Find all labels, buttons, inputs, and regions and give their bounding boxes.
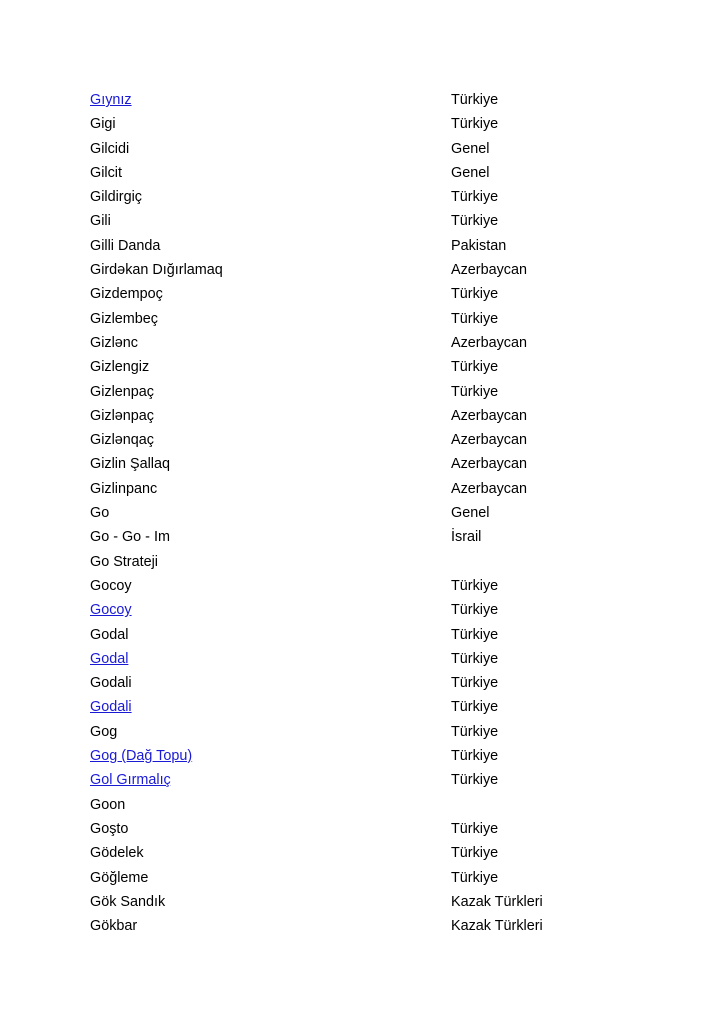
list-item <box>0 282 724 306</box>
game-region: Türkiye <box>451 577 499 594</box>
game-region: Türkiye <box>451 359 499 376</box>
game-name: Girdəkan Dığırlamaq <box>90 262 223 279</box>
game-region: Türkiye <box>451 748 499 765</box>
game-name: Gizlin Şallaq <box>90 456 170 473</box>
list-item <box>0 258 724 282</box>
game-region: Türkiye <box>451 189 499 206</box>
list-item <box>0 550 724 574</box>
game-region: İsrail <box>451 529 482 546</box>
game-region: Azerbaycan <box>451 480 527 497</box>
game-region: Kazak Türkleri <box>451 893 543 910</box>
game-name: Göğleme <box>90 869 149 886</box>
game-region: Azerbaycan <box>451 432 527 449</box>
list-item <box>0 112 724 136</box>
game-region: Türkiye <box>451 286 499 303</box>
list-item <box>0 477 724 501</box>
game-name: Gizlembeç <box>90 310 158 327</box>
list-item <box>0 768 724 792</box>
game-region: Türkiye <box>451 675 499 692</box>
game-name-link[interactable]: Gocoy <box>90 602 132 619</box>
list-item <box>0 137 724 161</box>
game-name: Gilcidi <box>90 140 130 157</box>
game-region: Azerbaycan <box>451 334 527 351</box>
list-item <box>0 817 724 841</box>
game-name-link[interactable]: Godal <box>90 650 129 667</box>
list-item <box>0 890 724 914</box>
list-item <box>0 647 724 671</box>
game-name: Gocoy <box>90 577 132 594</box>
list-item <box>0 185 724 209</box>
game-region: Türkiye <box>451 723 499 740</box>
game-name: Gizlənpaç <box>90 407 154 424</box>
game-name: Gökbar <box>90 918 138 935</box>
game-name: Goşto <box>90 820 129 837</box>
game-region: Türkiye <box>451 92 499 108</box>
game-region: Azerbaycan <box>451 407 527 424</box>
game-region: Genel <box>451 164 490 181</box>
list-item <box>0 695 724 719</box>
list-item <box>0 380 724 404</box>
list-item <box>0 793 724 817</box>
game-region: Türkiye <box>451 869 499 886</box>
list-item <box>0 404 724 428</box>
list-item <box>0 720 724 744</box>
list-item <box>0 525 724 549</box>
game-list <box>0 88 724 938</box>
list-item <box>0 355 724 379</box>
list-item <box>0 914 724 938</box>
game-name: Gödelek <box>90 845 144 862</box>
game-region: Genel <box>451 140 490 157</box>
game-name: Go - Go - Im <box>90 529 170 546</box>
list-item <box>0 331 724 355</box>
game-name: Gog <box>90 723 118 740</box>
game-name: Gizlənqaç <box>90 432 154 449</box>
game-region: Türkiye <box>451 213 499 230</box>
list-item <box>0 501 724 525</box>
game-name: Go <box>90 505 110 522</box>
game-name: Gigi <box>90 116 116 133</box>
game-name: Gilcit <box>90 164 122 181</box>
list-item <box>0 161 724 185</box>
game-region: Pakistan <box>451 237 507 254</box>
game-region: Türkiye <box>451 116 499 133</box>
game-name-link[interactable]: Gol Gırmalıç <box>90 772 171 789</box>
list-item <box>0 574 724 598</box>
list-item <box>0 209 724 233</box>
game-region: Türkiye <box>451 626 499 643</box>
list-item <box>0 841 724 865</box>
game-name: Gildirgiç <box>90 189 142 206</box>
game-region: Türkiye <box>451 772 499 789</box>
game-region: Türkiye <box>451 820 499 837</box>
list-item <box>0 452 724 476</box>
game-region: Azerbaycan <box>451 456 527 473</box>
game-name: Gilli Danda <box>90 237 161 254</box>
game-name: Gizlinpanc <box>90 480 158 497</box>
game-region: Türkiye <box>451 699 499 716</box>
game-name: Gizlengiz <box>90 359 150 376</box>
game-region: Genel <box>451 505 490 522</box>
game-region: Türkiye <box>451 310 499 327</box>
game-region: Türkiye <box>451 602 499 619</box>
list-item <box>0 744 724 768</box>
list-item <box>0 88 724 112</box>
game-name-link[interactable]: Godali <box>90 699 132 716</box>
game-name: Godal <box>90 626 129 643</box>
list-item <box>0 623 724 647</box>
game-name: Godali <box>90 675 132 692</box>
game-name-link[interactable]: Gog (Dağ Topu) <box>90 748 193 765</box>
game-region: Türkiye <box>451 650 499 667</box>
list-item <box>0 234 724 258</box>
list-item <box>0 428 724 452</box>
list-item <box>0 671 724 695</box>
list-item <box>0 307 724 331</box>
game-region: Kazak Türkleri <box>451 918 543 935</box>
game-region: Türkiye <box>451 383 499 400</box>
game-name: Go Strateji <box>90 553 158 570</box>
list-item <box>0 866 724 890</box>
game-name: Gili <box>90 213 111 230</box>
game-name: Gizlənc <box>90 334 138 351</box>
game-region: Azerbaycan <box>451 262 527 279</box>
game-region: Türkiye <box>451 845 499 862</box>
game-name: Gök Sandık <box>90 893 166 910</box>
game-name: Goon <box>90 796 126 813</box>
game-name: Gizlenpaç <box>90 383 154 400</box>
game-name-link[interactable]: Gıynız <box>90 92 132 108</box>
list-item <box>0 598 724 622</box>
game-name: Gizdempoç <box>90 286 163 303</box>
